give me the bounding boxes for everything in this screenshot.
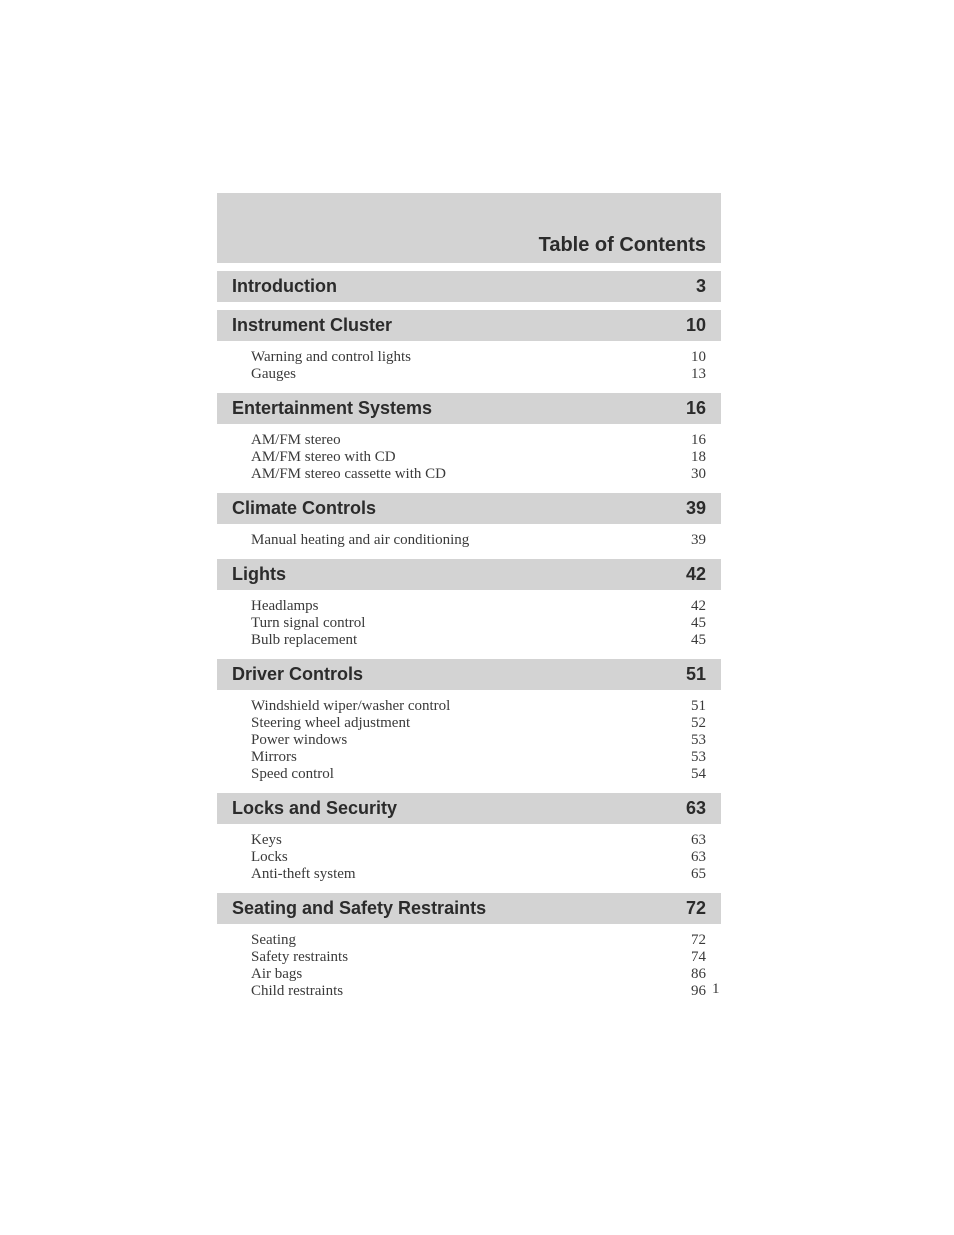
subitem-page: 13 (691, 366, 706, 382)
section-header[interactable] (217, 310, 721, 341)
subitem-row[interactable] (251, 432, 706, 449)
section-page: 39 (685, 498, 706, 518)
subitem-row[interactable] (251, 532, 706, 549)
section-title: Introduction (232, 276, 337, 296)
subitem-row[interactable] (251, 632, 706, 649)
subitem-list (217, 690, 721, 785)
subitem-label: AM/FM stereo cassette with CD (251, 466, 446, 482)
toc-title: Table of Contents (538, 234, 706, 256)
subitem-list (217, 924, 721, 1002)
subitem-page: 45 (691, 615, 706, 631)
subitem-list (217, 341, 721, 385)
subitem-row[interactable] (251, 832, 706, 849)
subitem-label: Steering wheel adjustment (251, 715, 411, 731)
section-header[interactable] (217, 493, 721, 524)
section-page: 72 (685, 898, 706, 918)
subitem-row[interactable] (251, 732, 706, 749)
subitem-page: 42 (691, 598, 706, 614)
subitem-label: Headlamps (251, 598, 319, 614)
subitem-label: Air bags (251, 966, 303, 982)
toc-section (217, 659, 721, 785)
section-title: Entertainment Systems (232, 398, 433, 418)
subitem-label: Bulb replacement (251, 632, 358, 648)
section-page: 63 (685, 798, 706, 818)
subitem-list (217, 424, 721, 485)
subitem-page: 53 (691, 749, 706, 765)
subitem-label: Turn signal control (251, 615, 366, 631)
subitem-label: Gauges (251, 366, 296, 382)
subitem-row[interactable] (251, 449, 706, 466)
subitem-page: 54 (691, 766, 706, 782)
section-header[interactable] (217, 559, 721, 590)
subitem-page: 74 (691, 949, 706, 965)
toc-section (217, 893, 721, 1002)
subitem-label: Safety restraints (251, 949, 349, 965)
subitem-page: 96 (691, 983, 706, 999)
section-header[interactable] (217, 393, 721, 424)
subitem-label: Seating (251, 932, 296, 948)
toc-sections (217, 271, 721, 1002)
toc-section (217, 393, 721, 485)
subitem-page: 39 (691, 532, 706, 548)
toc-section (217, 310, 721, 385)
subitem-label: Power windows (251, 732, 348, 748)
section-title: Driver Controls (232, 664, 364, 684)
subitem-label: Keys (251, 832, 282, 848)
subitem-page: 86 (691, 966, 706, 982)
page-number: 1 (712, 981, 720, 997)
subitem-row[interactable] (251, 932, 706, 949)
subitem-list (217, 590, 721, 651)
subitem-page: 18 (691, 449, 706, 465)
subitem-page: 65 (691, 866, 706, 882)
section-header[interactable] (217, 271, 721, 302)
subitem-label: Windshield wiper/washer control (251, 698, 451, 714)
subitem-row[interactable] (251, 966, 706, 983)
section-title: Lights (232, 564, 286, 584)
subitem-page: 53 (691, 732, 706, 748)
section-page: 10 (685, 315, 706, 335)
subitem-label: Locks (251, 849, 288, 865)
table-of-contents (217, 193, 721, 1002)
toc-section (217, 559, 721, 651)
section-page: 42 (685, 564, 706, 584)
subitem-list (217, 824, 721, 885)
subitem-label: Speed control (251, 766, 334, 782)
subitem-row[interactable] (251, 715, 706, 732)
subitem-page: 10 (691, 349, 706, 365)
subitem-label: AM/FM stereo with CD (251, 449, 396, 465)
subitem-row[interactable] (251, 849, 706, 866)
toc-section (217, 493, 721, 551)
section-header[interactable] (217, 893, 721, 924)
subitem-label: Mirrors (251, 749, 297, 765)
subitem-row[interactable] (251, 366, 706, 383)
section-title: Climate Controls (232, 498, 377, 518)
subitem-label: Anti-theft system (251, 866, 356, 882)
subitem-row[interactable] (251, 598, 706, 615)
subitem-page: 63 (691, 849, 706, 865)
subitem-page: 63 (691, 832, 706, 848)
subitem-row[interactable] (251, 949, 706, 966)
title-band (217, 193, 721, 263)
subitem-row[interactable] (251, 466, 706, 483)
subitem-page: 30 (691, 466, 706, 482)
subitem-row[interactable] (251, 866, 706, 883)
subitem-page: 72 (691, 932, 706, 948)
subitem-row[interactable] (251, 615, 706, 632)
toc-section (217, 793, 721, 885)
subitem-row[interactable] (251, 349, 706, 366)
section-title: Locks and Security (232, 798, 398, 818)
subitem-row[interactable] (251, 749, 706, 766)
subitem-page: 52 (691, 715, 706, 731)
subitem-label: AM/FM stereo (251, 432, 341, 448)
subitem-label: Manual heating and air conditioning (251, 532, 470, 548)
subitem-row[interactable] (251, 766, 706, 783)
subitem-list (217, 524, 721, 551)
subitem-row[interactable] (251, 983, 706, 1000)
section-title: Seating and Safety Restraints (232, 898, 487, 918)
section-header[interactable] (217, 659, 721, 690)
section-page: 3 (695, 276, 706, 296)
section-header[interactable] (217, 793, 721, 824)
section-page: 16 (685, 398, 706, 418)
subitem-page: 16 (691, 432, 706, 448)
subitem-page: 45 (691, 632, 706, 648)
subitem-page: 51 (691, 698, 706, 714)
section-title: Instrument Cluster (232, 315, 393, 335)
subitem-row[interactable] (251, 698, 706, 715)
subitem-label: Warning and control lights (251, 349, 412, 365)
section-page: 51 (685, 664, 706, 684)
subitem-label: Child restraints (251, 983, 344, 999)
toc-section (217, 271, 721, 302)
